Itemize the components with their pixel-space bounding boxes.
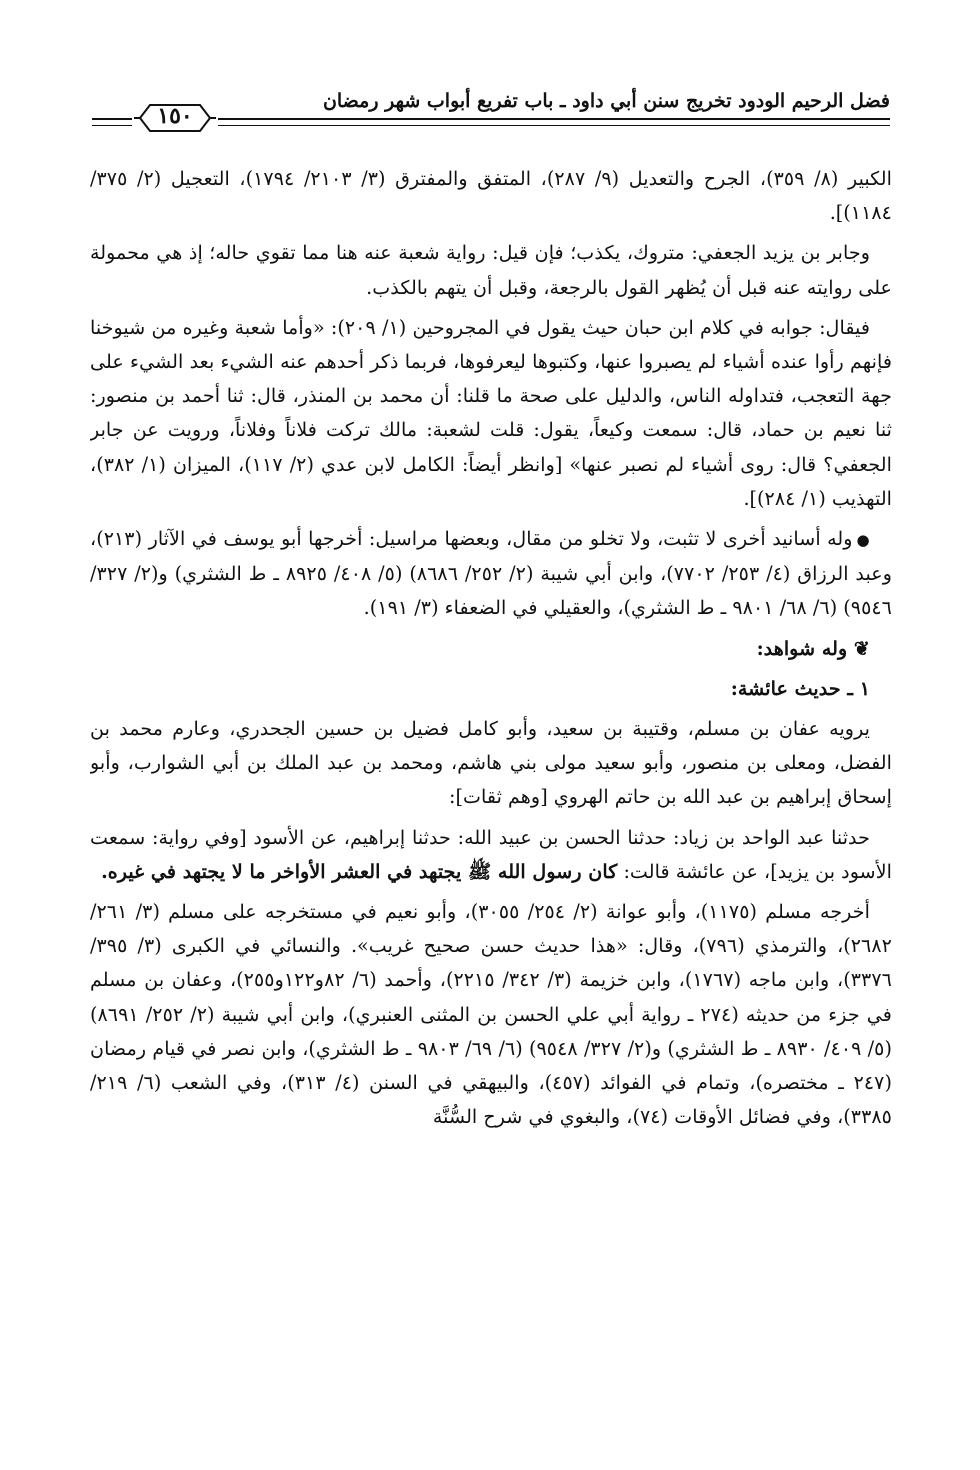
paragraph-4-text: وله أسانيد أخرى لا تثبت، ولا تخلو من مقال، وبعضها مراسيل: أخرجها أبو يوسف في الآثار (٢١٣)، وعبد الرزاق (٤/ ٢٥٣/ ٧٧٠٢)، وابن أبي شيبة (٢/ ٢٥٢/ ٨٦٨٦) (٥/ ٤٠٨/ ٨٩٢٥ ـ ط الشثري) و(٢/ ٣٢٧/ ٩٥٤٦) (٦/ ٦٨/ ٩٨٠١ ـ ط الشثري)، والعقيلي في الضعفاء (٣/ ١٩١).: [90, 527, 892, 620]
subheading-aisha-hadith: ١ ـ حديث عائشة:: [730, 676, 870, 700]
paragraph-hadith: [90, 821, 892, 889]
page-number-ornament: [132, 100, 218, 136]
paragraph-1: الكبير (٨/ ٣٥٩)، الجرح والتعديل (٩/ ٢٨٧)، المتفق والمفترق (٣/ ٢١٠٣/ ١٧٩٤)، التعجيل (٢/ ٣٧٥/ ١١٨٤)].: [90, 167, 892, 225]
paragraph-3: فيقال: جوابه في كلام ابن حبان حيث يقول في المجروحين (١/ ٢٠٩): «وأما شعبة وغيره من شيوخنا فإنهم رأوا عنده أشياء لم يصبروا عنها، وكتبوها ليعرفوها، فربما ذكر أحدهم عنه الشيء بعد الشيء على جهة التعجب، فتداوله الناس، والدليل على صحة ما قلنا: أن محمد بن المنذر، قال: ثنا أحمد بن منصور: ثنا نعيم بن حماد، قال: سمعت وكيعاً، يقول: قلت لشعبة: مالك تركت فلاناً وفلاناً، ورويت عن جابر الجعفي؟ قال: روى أشياء لم نصبر عنها» [وانظر أيضاً: الكامل لابن عدي (٢/ ١١٧)، الميزان (١/ ٣٨٢)، التهذيب (١/ ٢٨٤)].: [90, 315, 892, 510]
subheading-shawahid: ❦ وله شواهد:: [756, 636, 870, 660]
page-body: [90, 162, 892, 1407]
running-header-title: فضل الرحيم الودود تخريج سنن أبي داود ـ باب تفريع أبواب شهر رمضان: [322, 90, 890, 112]
paragraph-takhrij: أخرجه مسلم (١١٧٥)، وأبو عوانة (٢/ ٢٥٤/ ٣٠٥٥)، وأبو نعيم في مستخرجه على مسلم (٣/ ٢٦١/ ٢٦٨٢)، والترمذي (٧٩٦)، وقال: «هذا حديث حسن صحيح غريب». والنسائي في الكبرى (٣/ ٣٩٥/ ٣٣٧٦)، وابن ماجه (١٧٦٧)، وابن خزيمة (٣/ ٣٤٢/ ٢٢١٥)، وأحمد (٦/ ٨٢و١٢٢و٢٥٥)، وعفان بن مسلم في جزء من حديثه (٢٧٤ ـ رواية أبي علي الحسن بن المثنى العنبري)، وابن أبي شيبة (٢/ ٢٥٢/ ٨٦٩١) (٥/ ٤٠٩/ ٨٩٣٠ ـ ط الشثري) و(٢/ ٣٢٧/ ٩٥٤٨) (٦/ ٦٩/ ٩٨٠٣ ـ ط الشثري)، وابن نصر في قيام رمضان (٢٤٧ ـ مختصره)، وتمام في الفوائد (٤٥٧)، والبيهقي في السنن (٤/ ٣١٣)، وفي الشعب (٦/ ٢١٩/ ٣٣٨٥)، وفي فضائل الأوقات (٧٤)، والبغوي في شرح السُّنَّة: [90, 900, 892, 1129]
hadith-isnad: حدثنا عبد الواحد بن زياد: حدثنا الحسن بن عبيد الله: حدثنا إبراهيم، عن الأسود [وفي رواية: سمعت الأسود بن يزيد]، عن عائشة قالت:: [90, 825, 892, 883]
page-number: ١٥٠: [157, 103, 193, 129]
page-header: [92, 88, 890, 129]
paragraph-4: [90, 522, 892, 626]
paragraph-2: وجابر بن يزيد الجعفي: متروك، يكذب؛ فإن قيل: رواية شعبة عنه هنا مما تقوي حاله؛ إذ هي محمولة على روايته عنه قبل أن يُظهر القول بالرجعة، وقبل أن يتهم بالكذب.: [90, 241, 892, 299]
paragraph-narrators: يرويه عفان بن مسلم، وقتيبة بن سعيد، وأبو كامل فضيل بن حسين الجحدري، وعارم محمد بن الفضل، ومعلى بن منصور، وأبو سعيد مولى بني هاشم، ومحمد بن عبد الملك بن أبي الشوارب، وأبو إسحاق إبراهيم بن عبد الله بن حاتم الهروي [وهم ثقات]:: [90, 717, 892, 809]
bullet-icon: ●: [856, 531, 870, 550]
hadith-matn: كان رسول الله ﷺ يجتهد في العشر الأواخر ما لا يجتهد في غيره.: [101, 859, 618, 883]
